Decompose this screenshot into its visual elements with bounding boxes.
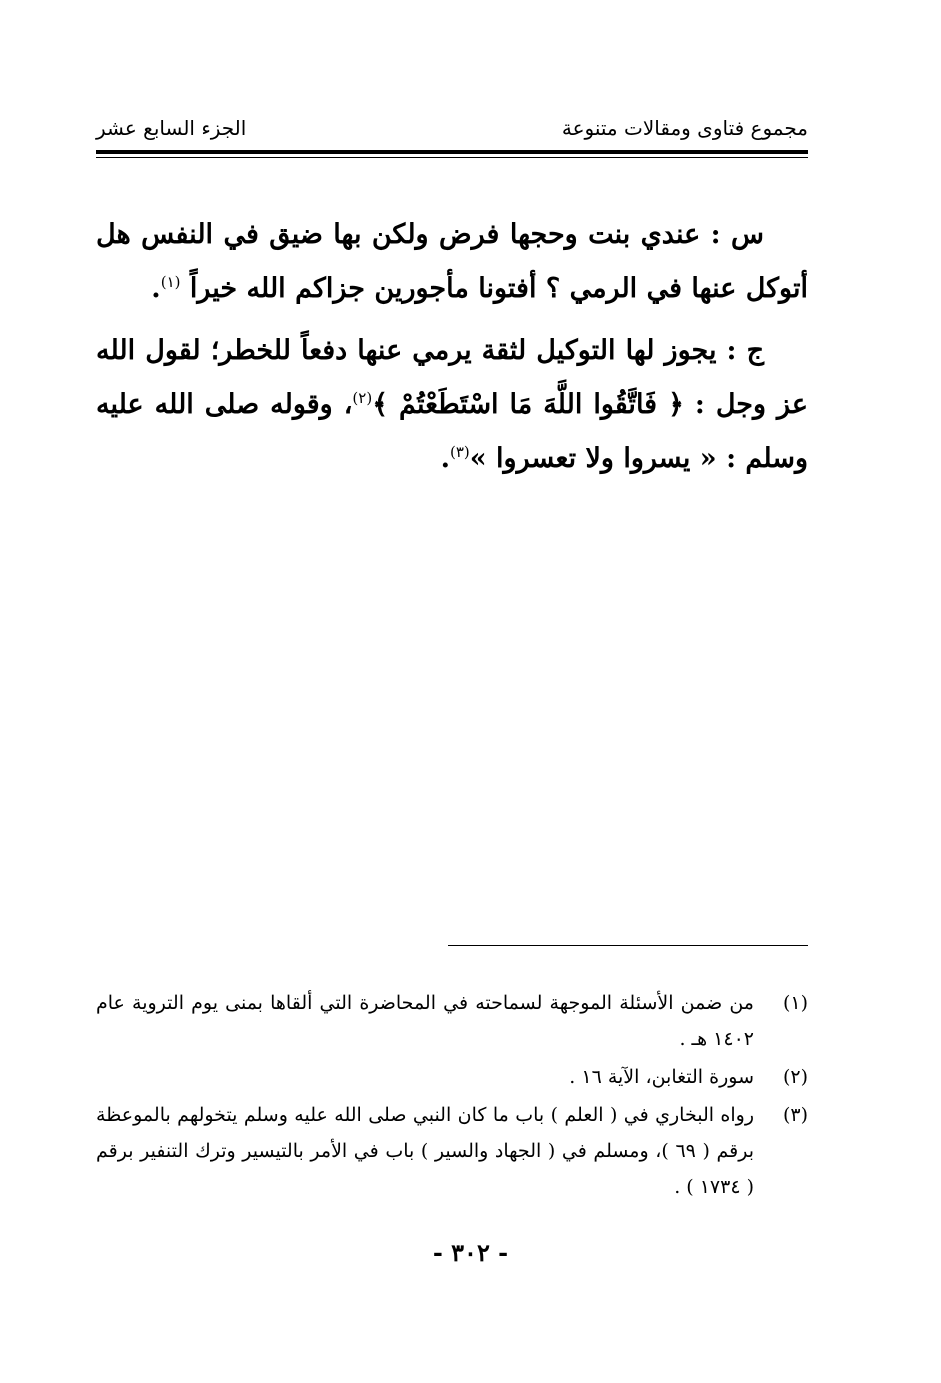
footnote-3 <box>96 1097 808 1205</box>
main-text <box>96 208 808 494</box>
hadith-close-quote: » <box>469 443 487 474</box>
hadith-open-quote: « <box>699 443 717 474</box>
footnote-text: رواه البخاري في ( العلم ) باب ما كان النبي صلى الله عليه وسلم يتخولهم بالموعظة برقم ( ٦٩ )، ومسلم في ( الجهاد والسير ) باب في الأمر بالتيسير وترك التنفير برقم ( ١٧٣٤ ) . <box>96 1104 754 1198</box>
footnote-separator <box>448 945 808 946</box>
book-title: مجموع فتاوى ومقالات متنوعة <box>561 116 808 140</box>
footnotes <box>96 985 808 1207</box>
footnote-1 <box>96 985 808 1057</box>
footnote-ref-3: (٣) <box>449 443 470 461</box>
question-marker: س : <box>710 219 765 250</box>
answer-text-middle: ، وقوله صلى الله عليه وسلم : <box>96 389 808 474</box>
header-rule-thick <box>96 150 808 154</box>
footnote-ref-1: (١) <box>160 273 181 291</box>
page-number: - ٣٠٢ - <box>432 1238 509 1267</box>
footnote-number: (١) <box>782 992 808 1014</box>
footnote-number: (٢) <box>782 1066 808 1088</box>
quran-open-bracket: ﴿ <box>668 389 684 420</box>
footnote-ref-2: (٢) <box>352 389 373 407</box>
quran-verse: فَاتَّقُوا اللَّهَ مَا اسْتَطَعْتُمْ <box>399 389 658 420</box>
answer-text-before: يجوز لها التوكيل لثقة يرمي عنها دفعاً للخطر؛ لقول الله عز وجل : <box>96 335 808 420</box>
hadith-text: يسروا ولا تعسروا <box>496 443 691 474</box>
question-paragraph: س : عندي بنت وحجها فرض ولكن بها ضيق في النفس هل أتوكل عنها في الرمي ؟ أفتونا مأجورين جزاكم الله خيراً $^{(١)}$. <box>96 219 808 304</box>
quran-close-bracket: ﴾ <box>372 389 389 420</box>
footnote-text: من ضمن الأسئلة الموجهة لسماحته في المحاضرة التي ألقاها بمنى يوم التروية عام ١٤٠٢ هـ . <box>96 992 754 1050</box>
footnote-text: سورة التغابن، الآية ١٦ . <box>569 1066 754 1088</box>
question-text: عندي بنت وحجها فرض ولكن بها ضيق في النفس هل أتوكل عنها في الرمي ؟ أفتونا مأجورين جزاكم الله خيراً <box>96 219 808 304</box>
answer-paragraph: ج : يجوز لها التوكيل لثقة يرمي عنها دفعاً للخطر؛ لقول الله عز وجل : ﴿ فَاتَّقُوا اللَّهَ مَا اسْتَطَعْتُمْ ﴾$^{(٢)}$، وقوله صلى الله عليه وسلم : « يسروا ولا تعسروا »$^{(٣)}$. <box>96 335 808 474</box>
running-header <box>96 114 808 144</box>
answer-marker: ج : <box>726 335 765 366</box>
footnote-number: (٣) <box>782 1104 808 1126</box>
footnote-2 <box>96 1059 808 1095</box>
header-rule-thin <box>96 157 808 158</box>
volume-label: الجزء السابع عشر <box>96 116 247 140</box>
